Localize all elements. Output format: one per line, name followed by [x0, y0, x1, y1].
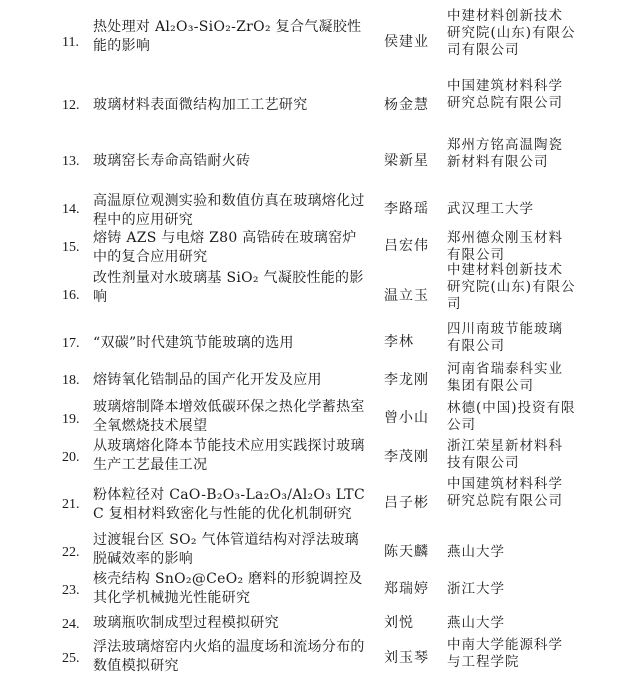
paper-title: 玻璃瓶吹制成型过程模拟研究: [93, 615, 279, 631]
paper-title: “双碳”时代建筑节能玻璃的选用: [93, 335, 294, 351]
paper-title: 热处理对 Al₂O₃-SiO₂-ZrO₂ 复合气凝胶性能的影响: [93, 19, 362, 54]
affiliation: 浙江荣星新材料科技有限公司: [447, 438, 563, 471]
paper-title: 高温原位观测实验和数值仿真在玻璃熔化过程中的应用研究: [93, 193, 365, 228]
row-number: 17.: [62, 336, 80, 351]
author-name: 杨金慧: [384, 97, 429, 113]
paper-title: 玻璃窑长寿命高锆耐火砖: [93, 153, 251, 169]
affiliation: 中国建筑材料科学研究总院有限公司: [447, 476, 563, 509]
paper-title: 熔铸 AZS 与电熔 Z80 高锆砖在玻璃窑炉中的复合应用研究: [93, 230, 357, 265]
author-name: 李路瑶: [384, 201, 429, 217]
author-name: 曾小山: [384, 410, 429, 426]
affiliation: 中建材料创新技术研究院(山东)有限公司: [447, 262, 576, 312]
affiliation: 中建材料创新技术研究院(山东)有限公司有限公司: [447, 8, 576, 58]
row-number: 18.: [62, 373, 80, 388]
row-number: 24.: [62, 617, 80, 632]
author-name: 梁新星: [384, 153, 429, 169]
paper-title: 熔铸氧化锆制品的国产化开发及应用: [93, 372, 322, 388]
paper-title: 浮法玻璃熔窑内火焰的温度场和流场分布的数值模拟研究: [93, 639, 365, 674]
row-number: 15.: [62, 240, 80, 255]
paper-title: 核壳结构 SnO₂@CeO₂ 磨料的形貌调控及其化学机械抛光性能研究: [93, 571, 363, 606]
paper-title: 玻璃材料表面微结构加工工艺研究: [93, 97, 308, 113]
author-name: 温立玉: [384, 288, 429, 304]
author-name: 侯建业: [384, 34, 429, 50]
row-number: 13.: [62, 154, 80, 169]
paper-title: 粉体粒径对 CaO-B₂O₃-La₂O₃/Al₂O₃ LTCC 复相材料致密化与性能的优化机制研究: [93, 487, 365, 522]
author-name: 李龙刚: [384, 372, 429, 388]
affiliation: 燕山大学: [447, 615, 505, 631]
affiliation: 燕山大学: [447, 544, 505, 560]
row-number: 11.: [62, 35, 79, 50]
author-name: 郑瑞婷: [384, 581, 429, 597]
author-name: 李林: [384, 334, 414, 350]
affiliation: 武汉理工大学: [447, 201, 534, 217]
author-name: 刘悦: [384, 615, 414, 631]
author-name: 吕宏伟: [384, 238, 429, 254]
row-number: 19.: [62, 412, 80, 427]
affiliation: 中南大学能源科学与工程学院: [447, 637, 563, 670]
row-number: 12.: [62, 98, 80, 113]
paper-title: 从玻璃熔化降本节能技术应用实践探讨玻璃生产工艺最佳工况: [93, 438, 365, 473]
author-name: 吕子彬: [384, 495, 429, 511]
row-number: 21.: [62, 497, 80, 512]
paper-title: 过渡辊台区 SO₂ 气体管道结构对浮法玻璃脱碱效率的影响: [93, 532, 359, 567]
paper-title: 改性剂量对水玻璃基 SiO₂ 气凝胶性能的影响: [93, 270, 364, 305]
row-number: 16.: [62, 288, 80, 303]
affiliation: 林德(中国)投资有限公司: [447, 400, 576, 433]
affiliation: 河南省瑞泰科实业集团有限公司: [447, 361, 563, 394]
affiliation: 四川南玻节能玻璃有限公司: [447, 321, 563, 354]
affiliation: 中国建筑材料科学研究总院有限公司: [447, 78, 563, 111]
row-number: 20.: [62, 450, 80, 465]
affiliation: 郑州方铭高温陶瓷新材料有限公司: [447, 137, 563, 170]
row-number: 25.: [62, 651, 80, 666]
affiliation: 浙江大学: [447, 581, 505, 597]
row-number: 14.: [62, 202, 80, 217]
row-number: 23.: [62, 583, 80, 598]
author-name: 陈天麟: [384, 544, 429, 560]
author-name: 李茂刚: [384, 449, 429, 465]
affiliation: 郑州德众刚玉材料有限公司: [447, 230, 563, 263]
row-number: 22.: [62, 545, 80, 560]
author-name: 刘玉琴: [384, 650, 429, 666]
paper-title: 玻璃熔制降本增效低碳环保之热化学蓄热室全氧燃烧技术展望: [93, 399, 365, 434]
